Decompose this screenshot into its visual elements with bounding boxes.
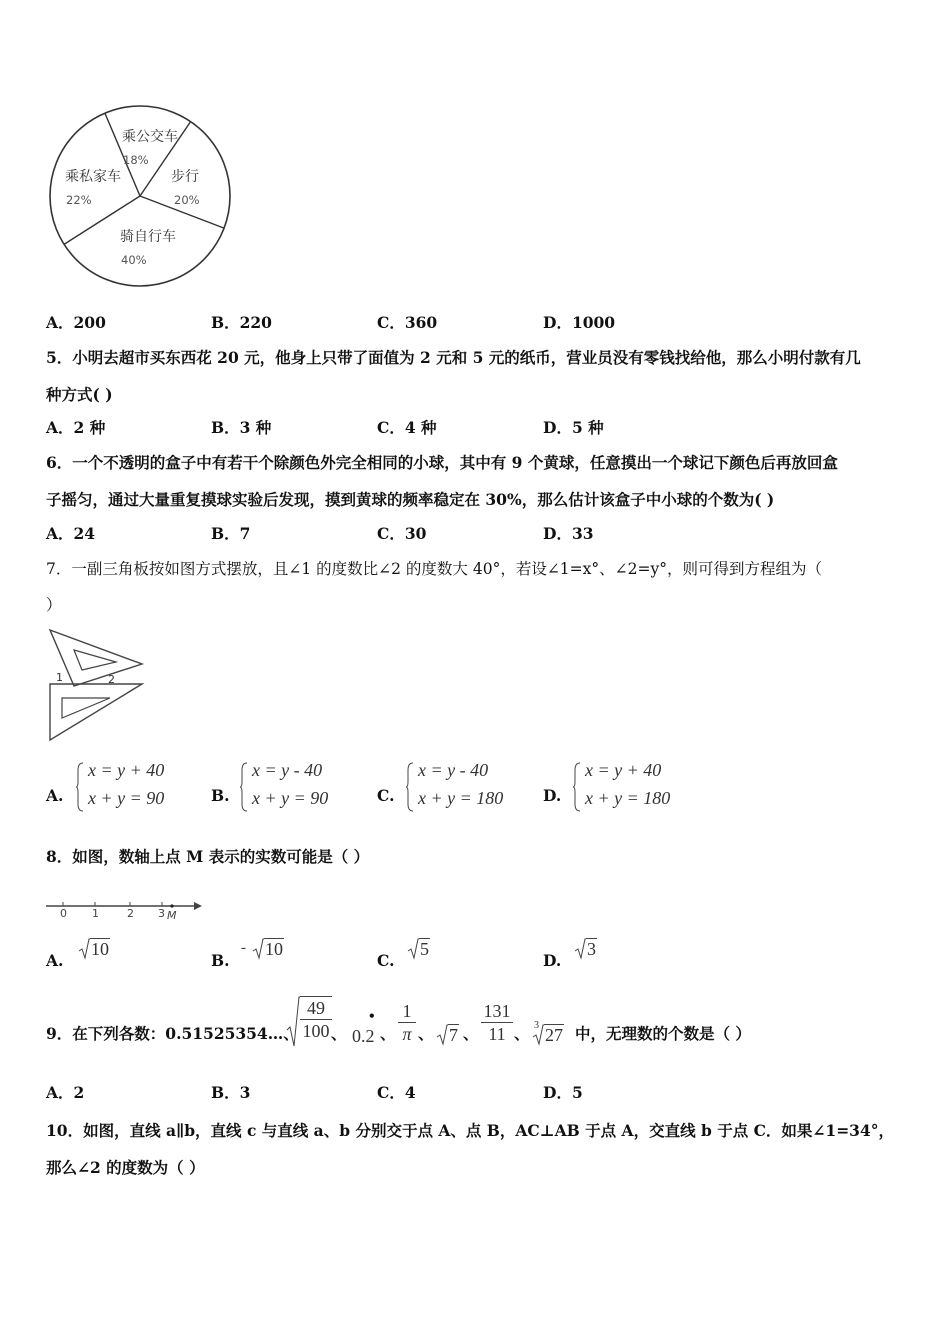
option: A．24 [46, 524, 96, 543]
equation: x = y - 40 [418, 760, 489, 780]
pie-slice-label: 步行 [171, 169, 199, 185]
q6-stem-line2: 子摇匀，通过大量重复摸球实验后发现，摸到黄球的频率稳定在 30%，那么估计该盒子中小球的个数为( ) [46, 490, 775, 509]
option: D．5 种 [543, 418, 604, 437]
q9-stem-prefix: 9．在下列各数：0.51525354…、 [46, 1024, 299, 1043]
q7-stem-line1: 7．一副三角板按如图方式摆放，且∠1 的度数比∠2 的度数大 40°，若设∠1=x°、∠2=y°，则可得到方程组为（ [46, 560, 822, 578]
option-label: B. [211, 786, 230, 805]
q8-stem: 8．如图，数轴上点 M 表示的实数可能是（ ） [46, 847, 370, 866]
option: D．33 [543, 524, 594, 543]
pie-slice-percent: 18% [123, 153, 149, 167]
angle-label: 1 [56, 671, 63, 684]
separator: 、 [380, 1024, 396, 1043]
number-line [44, 896, 204, 924]
option-label: C. [377, 786, 395, 805]
separator: 、 [514, 1024, 530, 1043]
q9-stem-suffix: 中，无理数的个数是（ ） [575, 1024, 751, 1043]
option: A．2 种 [46, 418, 106, 437]
q10-stem-line2: 那么∠2 的度数为（ ） [46, 1158, 205, 1177]
tick-label: 0 [60, 907, 67, 920]
lower-triangle [50, 684, 142, 740]
fraction: 131 11 [481, 1000, 513, 1045]
upper-triangle-inner [74, 650, 116, 670]
fraction: 1 π [398, 1000, 416, 1045]
option: C．30 [377, 524, 427, 543]
q6-stem-line1: 6．一个不透明的盒子中有若干个除颜色外完全相同的小球，其中有 9 个黄球，任意摸出一个球记下颜色后再放回盒 [46, 453, 838, 472]
q5-stem-line2: 种方式( ) [46, 385, 113, 404]
option: D．5 [543, 1083, 583, 1102]
equation: x + y = 90 [252, 788, 329, 808]
separator: 、 [418, 1024, 434, 1043]
option-label: A. [46, 951, 64, 970]
q7-stem-line2: ） [46, 596, 62, 614]
q5-stem-line1: 5．小明去超市买东西花 20 元，他身上只带了面值为 2 元和 5 元的纸币，营业员没有零钱找给他，那么小明付款有几 [46, 348, 861, 367]
equation: x + y = 90 [88, 788, 165, 808]
option: B．7 [211, 524, 251, 543]
option-label: D. [543, 951, 562, 970]
separator: 、 [331, 1024, 347, 1043]
option-label: D. [543, 786, 562, 805]
tick-label: 1 [92, 907, 99, 920]
pie-slice-label: 乘公交车 [122, 129, 178, 145]
option-label: B. [211, 951, 230, 970]
pie-slice-percent: 20% [174, 193, 200, 207]
pie-slice-percent: 40% [121, 253, 147, 267]
option: B．3 [211, 1083, 251, 1102]
option: C．4 种 [377, 418, 437, 437]
option: A．200 [46, 313, 106, 332]
option: C．4 [377, 1083, 416, 1102]
pie-slice-percent: 22% [66, 193, 92, 207]
axis-arrow [194, 902, 202, 910]
set-square-figure [46, 626, 150, 744]
pie-slice-label: 乘私家车 [65, 169, 121, 185]
equation: x = y - 40 [252, 760, 323, 780]
option: D．1000 [543, 313, 616, 332]
equation: x + y = 180 [418, 788, 504, 808]
tick-label: 3 [158, 907, 165, 920]
option: B．3 种 [211, 418, 272, 437]
option: B．220 [211, 313, 272, 332]
equation: x + y = 180 [585, 788, 671, 808]
option: A．2 [46, 1083, 85, 1102]
option: C．360 [377, 313, 438, 332]
separator: 、 [463, 1024, 479, 1043]
point-m [170, 904, 173, 907]
equation: x = y + 40 [585, 760, 662, 780]
tick-label: 2 [127, 907, 134, 920]
upper-triangle [50, 630, 142, 686]
q10-stem-line1: 10．如图，直线 a∥b，直线 c 与直线 a、b 分别交于点 A、点 B，AC⊥AB 于点 A，交直线 b 于点 C．如果∠1=34°， [46, 1121, 895, 1140]
pie-slice-label: 骑自行车 [120, 229, 176, 245]
point-label: M [167, 909, 177, 922]
angle-label: 2 [108, 673, 115, 686]
option-label: C. [377, 951, 395, 970]
option-label: A. [46, 786, 64, 805]
equation: x = y + 40 [88, 760, 165, 780]
pie-chart [44, 104, 244, 294]
